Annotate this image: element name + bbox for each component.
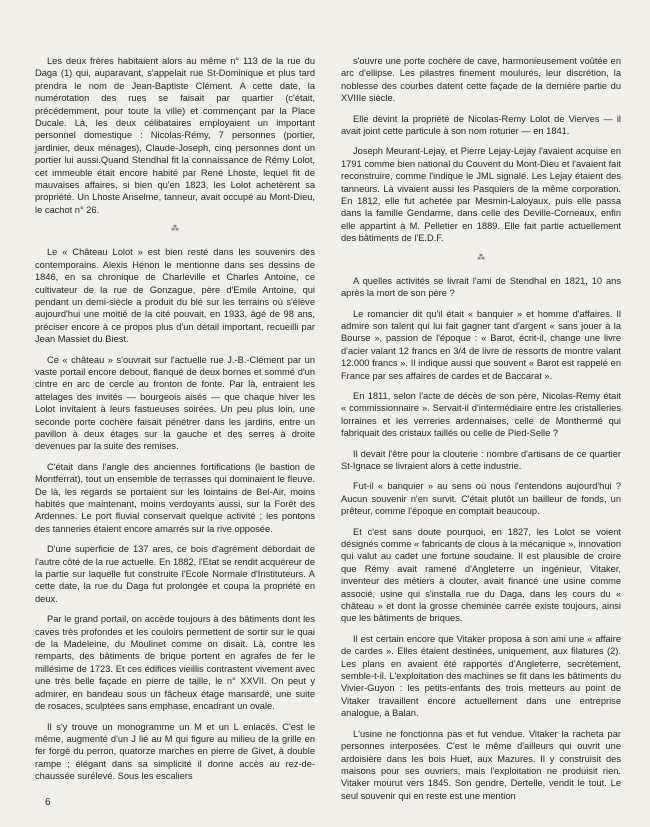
left-column (35, 55, 315, 791)
paragraph: En 1811, selon l'acte de décès de son père, Nicolas-Remy était « commissionnaire ». Servait-il d'intermédiaire entre les cristalleries lorraines et les verreries ardennaises, celle de Monthermé qui fabriquait des cristaux taillés ou celle de Pied-Selle ? (341, 390, 621, 439)
paragraph: Par le grand portail, on accède toujours à des bâtiments dont les caves très profondes et les couloirs permettent de sortir sur le quai de la Madeleine, du Moulinet comme on disait. Là, contre les remparts, des bâtiments de brique portent en agrafes de fer le millésime de 1723. Et ces édifices vieillis contrastent vivement avec une très belle façade en pierre de taille, le n° XXVII. On peut y admirer, en bandeau sous un fâcheux étage mansardé, une suite de rosaces, sculptées sans emphase, encadrant un ovale. (35, 614, 315, 712)
paragraph: Il est certain encore que Vitaker proposa à son ami une « affaire de cardes ». Elles étaient destinées, uniquement, aux filatures (2). Les plans en avaient été rapportés d'Angleterre, secrètement, semble-t-il. L'exploitation des machines se fit dans les bâtiments du Vivier-Guyon : les petits-enfants des trois metteurs au point de Vitaker travaillent encore actuellement dans une entreprise analogue, à Balan. (341, 633, 621, 719)
paragraph: Elle devint la propriété de Nicolas-Remy Lolot de Vierves — il avait joint cette particule à son nom roturier — en 1841. (341, 113, 621, 137)
page-number: 6 (45, 797, 51, 808)
paragraph: Joseph Meurant-Lejay, et Pierre Lejay-Lejay l'avaient acquise en 1791 comme bien national du Couvent du Mont-Dieu et l'avaient fait reconstruire, comme l'indique le JML signalé. Les Lejay étaient des tanneurs. Là vivaient aussi les Pasquiers de la même corporation. En 1812, elle fut achetée par Mesmin-Laloyaux, puis elle passa dans la famille Gendarme, dans celle des Deville-Corneaux, enfin elle appartint à M. Pelletier en 1889. Elle fait partie actuellement des bâtiments de l'E.D.F. (341, 146, 621, 244)
paragraph: Le romancier dit qu'il était « banquier » et homme d'affaires. Il admire son talent qui lui fait gagner tant d'argent « sans jouer à la Bourse », passion de l'époque : « Barot, écrit-il, change une livre d'acier valant 12 francs en 3/4 de livre de ressorts de montre valant 12.000 francs ». Il indique aussi que souvent « Barot est rappelé en France par ses affaires de cardes et de Baccarat ». (341, 308, 621, 381)
paragraph: A quelles activités se livrait l'ami de Stendhal en 1821, 10 ans après la mort de son père ? (341, 275, 621, 299)
paragraph: C'était dans l'angle des anciennes fortifications (le bastion de Montferrat), tout un ensemble de terrasses qui dominaient le fleuve. De là, les regards se portaient sur les lointains de Bel-Air, moins habités que maintenant, moins verdoyants aussi, sur la Forêt des Ardennes. Le port fluvial conservait quelque activité ; les pontons des tanneries étaient encore amarrés sur la rive opposée. (35, 461, 315, 534)
paragraph: Ce « château » s'ouvrait sur l'actuelle rue J.-B.-Clément par un vaste portail encore debout, flanqué de deux bornes et sommé d'un cintre en arc de cercle au fronton de fonte. Par là, entraient les attelages des invités — bourgeois aisés — que chaque hiver les Lolot invitaient à leurs fastueuses soirées. Un peu plus loin, une seconde porte cochère faisait pénétrer dans les jardins, entre un pavillon à deux étages sur la gauche et des serres à droite devenues par la suite des remises. (35, 354, 315, 452)
section-separator: ⁂ (171, 224, 179, 234)
paragraph: Les deux frères habitaient alors au même n° 113 de la rue du Daga (1) qui, auparavant, s'appelait rue St-Dominique et plus tard prendra le nom de Jean-Baptiste Clément. A cette date, la numérotation des rues se faisait par quartier (c'était, précédemment, pour toute la ville) et commençant par la Place Ducale. Là, les deux célibataires employaient un important personnel domestique : Nicolas-Rémy, 7 personnes (portier, jardinier, deux ménages), Claude-Joseph, cinq personnes dont un portier lui aussi.Quand Stendhal fit la connaissance de Rémy Lolot, cet immeuble était encore habité par René Lhoste, lequel fit de mauvaises affaires, si bien qu'en 1823, les Lolot achetèrent sa propriété. Un Lhoste Anselme, tanneur, avait occupé au Mont-Dieu, le cachot n° 26. (35, 56, 315, 215)
paragraph: Fut-il « banquier » au sens où nous l'entendons aujourd'hui ? Aucun souvenir n'en survit. C'était plutôt un bailleur de fonds, un prêteur, comme l'époque en comptait beaucoup. (341, 481, 621, 517)
paragraph: Il s'y trouve un monogramme un M et un L enlacés. C'est le même, augmenté d'un J lié au M qui figure au milieu de la grille en fer forgé du perron, quatorze marches en pierre de Givet, à double rampe ; élégant dans sa simplicité il donne accès au rez-de-chaussée surélevé. Sous les escaliers (35, 721, 315, 782)
paragraph: D'une superficie de 137 ares, ce bois d'agrément débordait de l'autre côté de la rue actuelle. En 1882, l'Etat se rendit acquéreur de la partie sur laquelle fut construite l'Ecole Normale d'Instituteurs. A cette date, la rue du Daga fut prolongée et coupa la propriété en deux. (35, 544, 315, 604)
paragraph: L'usine ne fonctionna pas et fut vendue. Vitaker la racheta par personnes interposées. C'est le même d'ailleurs qui ouvrit une ardoisière dans les bois Huet, aux Mazures. Il y construisit des maisons pour ses ouvriers, mais l'exploitation ne produisit rien. Vitaker mourut vers 1845. Son gendre, Dertelle, vendit le tout. Le seul souvenir qui en reste est une mention (341, 728, 621, 801)
paragraph: Le « Château Lolot » est bien resté dans les souvenirs des contemporains. Alexis Hénon le mentionne dans ses dessins de 1846, en sa chronique de Charleville et Charles Antoine, ce cultivateur de la rue de Gonzague, père d'Emile Antoine, qui pendant un demi-siècle a produit du blé sur les terrains où s'élève aujourd'hui une moitié de la cité pouvait, en 1933, âgé de 98 ans, préciser encore à ce propos plus d'un détail important, recueilli par Jean Massiet du Biest. (35, 247, 315, 345)
section-separator: ⁂ (477, 252, 485, 262)
right-column (341, 55, 621, 810)
paragraph: Il devait l'être pour la clouterie : nombre d'artisans de ce quartier St-Ignace se livraient alors à cette industrie. (341, 448, 621, 471)
paragraph: s'ouvre une porte cochère de cave, harmonieusement voûtée en arc d'ellipse. Les pilastres finement moulurés, leur discrétion, la noblesse des courbes datent cette façade de la dernière partie du XVIIIe siècle. (341, 56, 621, 104)
paragraph: Et c'est sans doute pourquoi, en 1827, les Lolot se voient désignés comme « fabricants de clous à la mécanique », innovation qui valut au cadet une fortune soudaine. Il est plausible de croire que Rémy avait ramené d'Angleterre un ingénieur, Vitaker, inventeur des métiers à clouter, avait financé une usine comme associé, usine qui s'installa rue du Daga, dans les cours du « château » et dont la grosse cheminée carrée existe toujours, ainsi que les bâtiments de briques. (341, 526, 621, 624)
